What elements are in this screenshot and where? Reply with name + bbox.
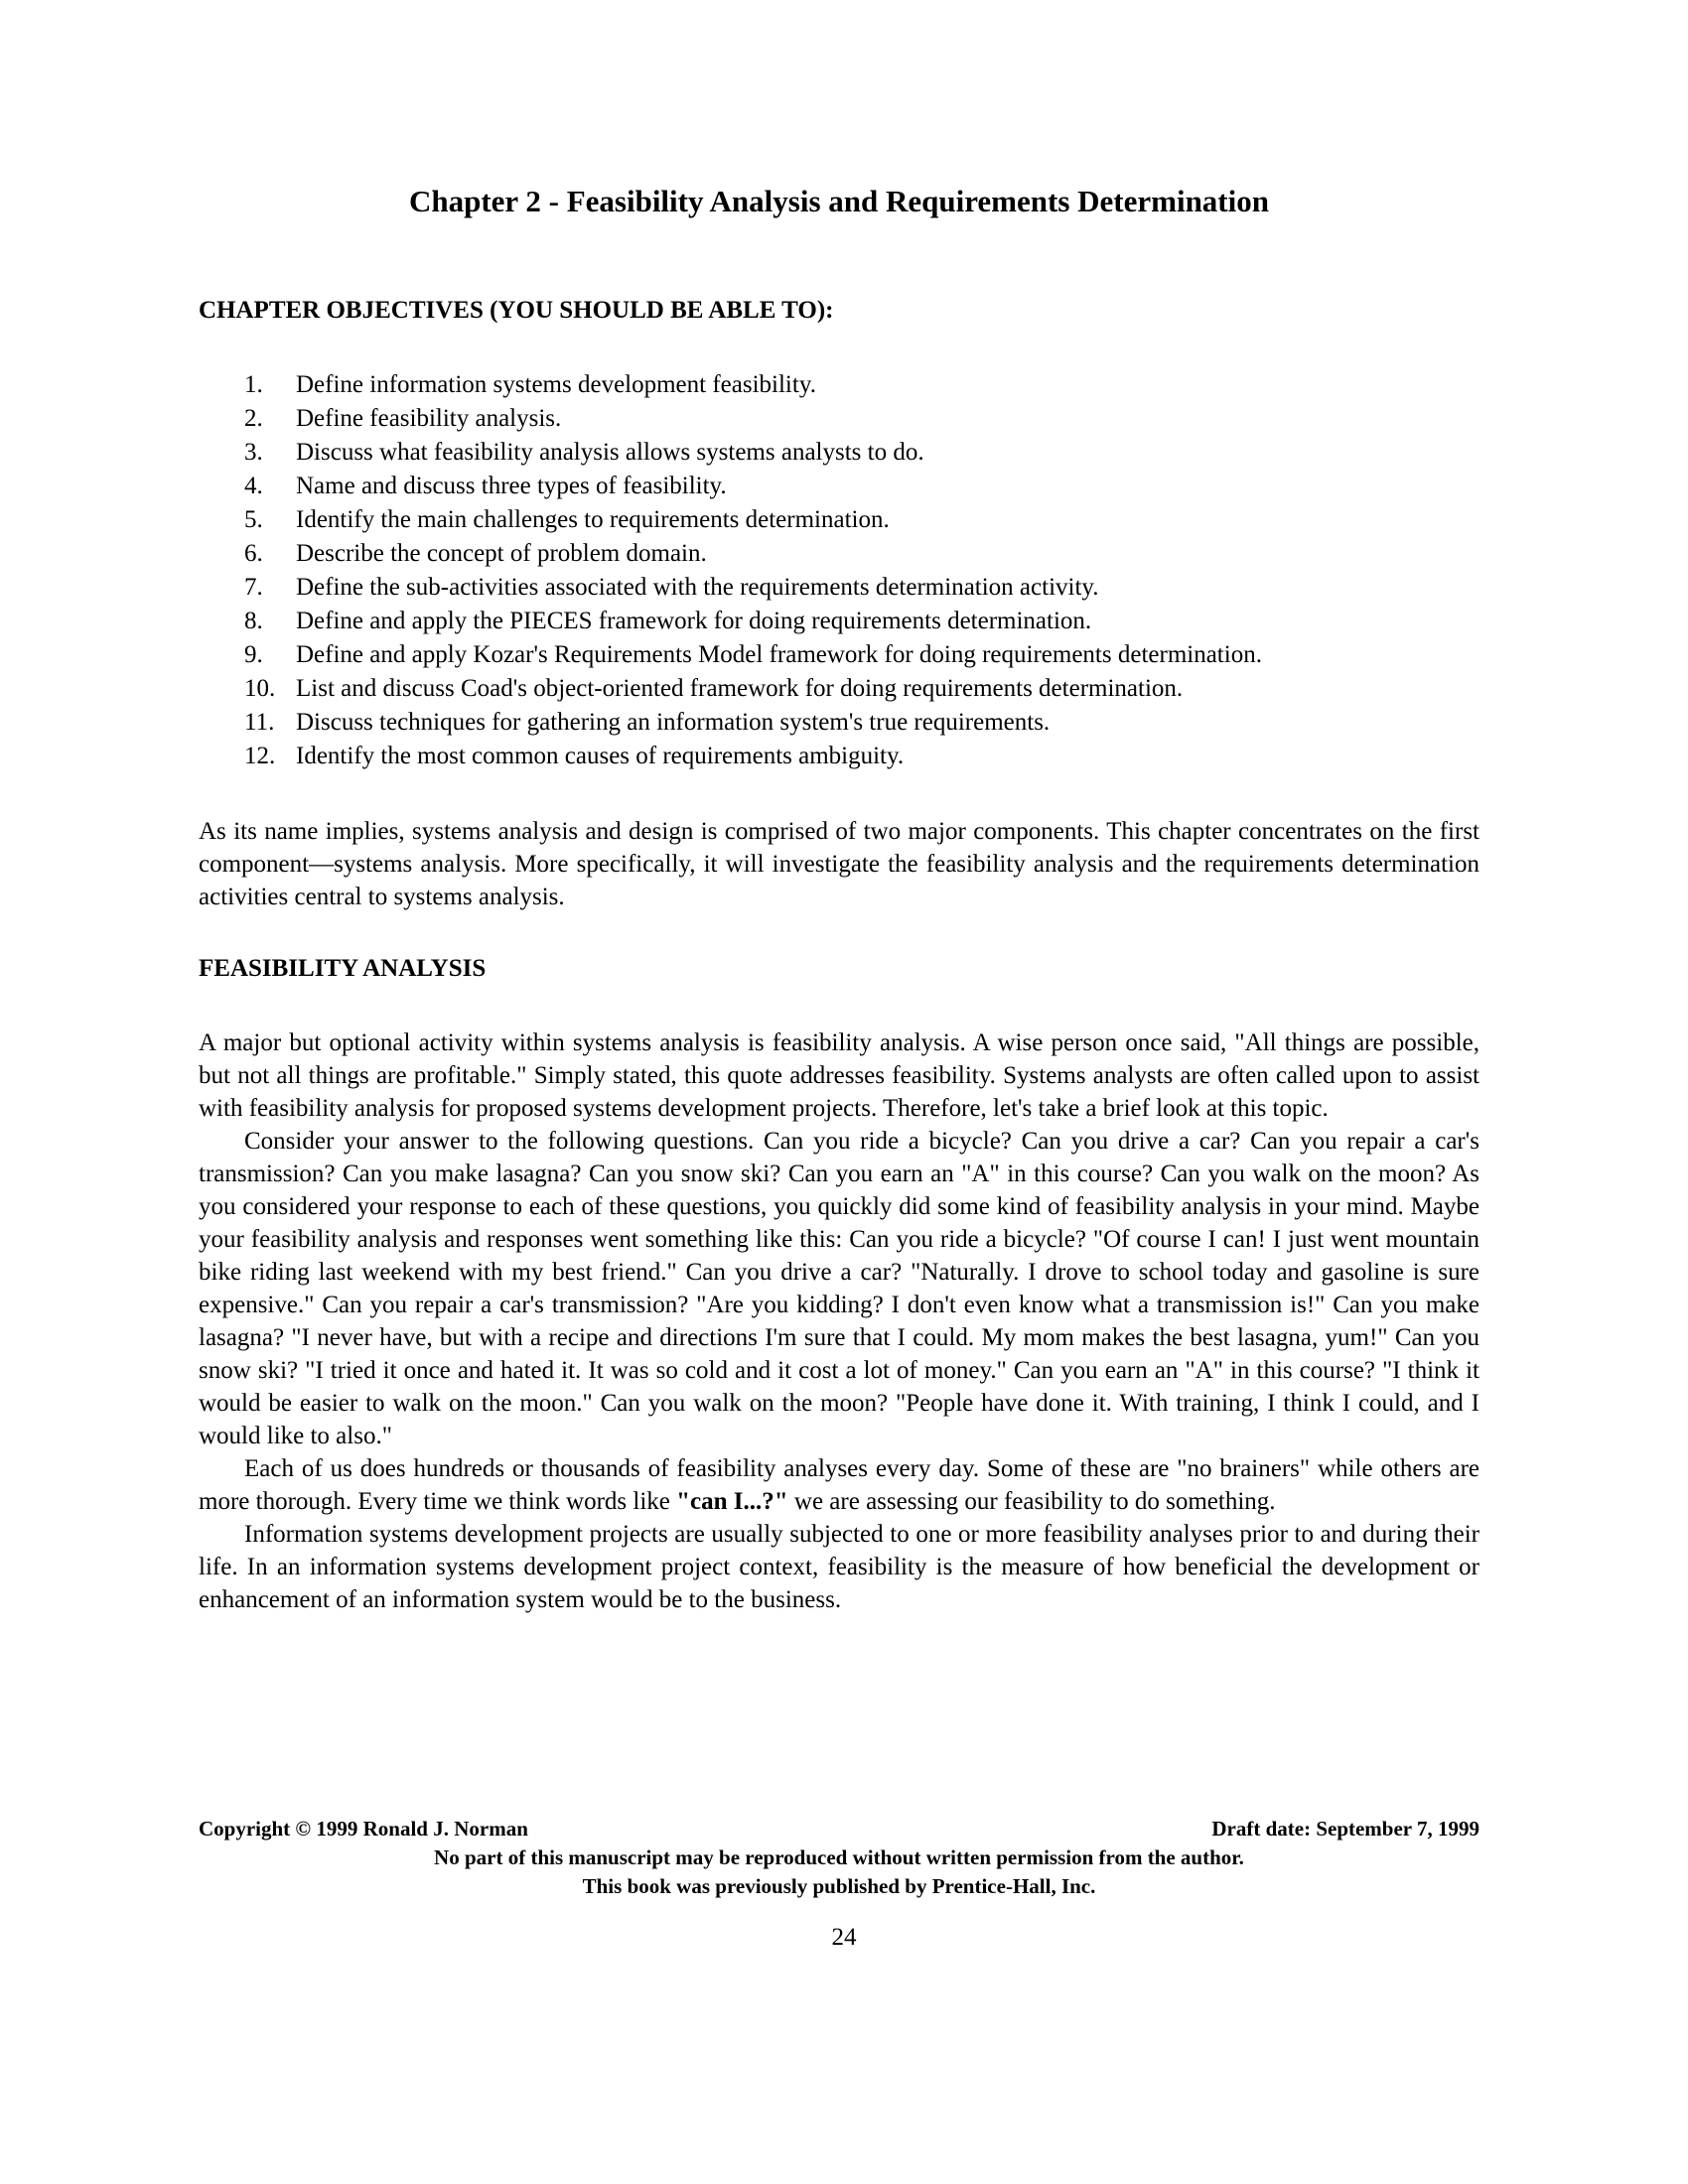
- page-content: [199, 184, 1479, 1616]
- intro-paragraph: As its name implies, systems analysis and design is comprised of two major components. This chapter concentrates on the first component—systems analysis. More specifically, it will investigate the feasibility analysis and the requirements determination activities central to systems analysis.: [199, 818, 1479, 910]
- list-item: [244, 672, 1479, 706]
- list-item-number: 1.: [244, 371, 263, 398]
- list-item: [244, 368, 1479, 402]
- list-item-number: 7.: [244, 574, 263, 601]
- list-item-number: 2.: [244, 405, 263, 432]
- publisher-notice: This book was previously published by Prentice-Hall, Inc.: [582, 1874, 1096, 1898]
- paragraph-text-after: we are assessing our feasibility to do something.: [787, 1488, 1276, 1515]
- list-item: [244, 503, 1479, 537]
- list-item: [244, 638, 1479, 672]
- list-item-text: Define feasibility analysis.: [296, 405, 562, 432]
- list-item-number: 5.: [244, 506, 263, 533]
- paragraph-feasibility-2: Consider your answer to the following questions. Can you ride a bicycle? Can you drive a car? Can you repair a car's transmission? Can you make lasagna? Can you snow ski? Can you earn an "A" in this course? Can you walk on the moon? As you considered your response to each of these questions, you quickly did some kind of feasibility analysis in your mind. Maybe your feasibility analysis and responses went something like this: Can you ride a bicycle? "Of course I can! I just went mountain bike riding last weekend with my best friend." Can you drive a car? "Naturally. I drove to school today and gasoline is sure expensive." Can you repair a car's transmission? "Are you kidding? I don't even know what a transmission is!" Can you make lasagna? "I never have, but with a recipe and directions I'm sure that I could. My mom makes the best lasagna, yum!" Can you snow ski? "I tried it once and hated it. It was so cold and it cost a lot of money." Can you earn an "A" in this course? "I think it would be easier to walk on the moon." Can you walk on the moon? "People have done it. With training, I think I could, and I would like to also.": [199, 1128, 1479, 1449]
- objectives-list: [244, 368, 1479, 773]
- paragraph-text-before: Each of us does hundreds or thousands of feasibility analyses every day. Some of these are "no brainers" while others are more thorough. Every time we think words like: [199, 1455, 1479, 1515]
- list-item-number: 3.: [244, 439, 263, 466]
- footer-top-row: [199, 1815, 1479, 1843]
- list-item-text: Describe the concept of problem domain.: [296, 540, 707, 567]
- reproduction-notice: No part of this manuscript may be reproduced without written permission from the author.: [434, 1845, 1244, 1869]
- list-item: [244, 470, 1479, 503]
- paragraph-feasibility-4: Information systems development projects are usually subjected to one or more feasibility analyses prior to and during their life. In an information systems development project context, feasibility is the measure of how beneficial the development or enhancement of an information system would be to the business.: [199, 1521, 1479, 1613]
- paragraph-feasibility-1: A major but optional activity within systems analysis is feasibility analysis. A wise person once said, "All things are possible, but not all things are profitable." Simply stated, this quote addresses feasibility. Systems analysts are often called upon to assist with feasibility analysis for proposed systems development projects. Therefore, let's take a brief look at this topic.: [199, 1029, 1479, 1122]
- list-item: [244, 537, 1479, 571]
- list-item-number: 8.: [244, 608, 263, 634]
- list-item-number: 10.: [244, 675, 276, 702]
- list-item: [244, 605, 1479, 638]
- list-item-text: Define and apply the PIECES framework for doing requirements determination.: [296, 608, 1092, 634]
- list-item-number: 6.: [244, 540, 263, 567]
- chapter-title: Chapter 2 - Feasibility Analysis and Requirements Determination: [408, 184, 1269, 218]
- list-item-text: Define information systems development feasibility.: [296, 371, 816, 398]
- list-item-number: 4.: [244, 473, 263, 499]
- list-item-text: Define and apply Kozar's Requirements Model framework for doing requirements determination.: [296, 641, 1262, 668]
- draft-date-text: Draft date: September 7, 1999: [1211, 1817, 1479, 1841]
- paragraph-text-bold: "can I...?": [676, 1488, 788, 1515]
- list-item-text: Define the sub-activities associated with the requirements determination activity.: [296, 574, 1099, 601]
- list-item: [244, 706, 1479, 740]
- list-item-text: Identify the most common causes of requirements ambiguity.: [296, 743, 905, 769]
- list-item: [244, 402, 1479, 436]
- list-item: [244, 436, 1479, 470]
- list-item-text: Discuss what feasibility analysis allows systems analysts to do.: [296, 439, 924, 466]
- page-footer: [199, 1815, 1479, 1901]
- list-item-number: 11.: [244, 709, 275, 736]
- list-item-number: 9.: [244, 641, 263, 668]
- list-item: [244, 571, 1479, 605]
- list-item-text: Name and discuss three types of feasibility.: [296, 473, 727, 499]
- list-item-text: Identify the main challenges to requirements determination.: [296, 506, 890, 533]
- paragraph-feasibility-3: [199, 1452, 1479, 1518]
- list-item: [244, 740, 1479, 773]
- list-item-number: 12.: [244, 743, 276, 769]
- list-item-text: Discuss techniques for gathering an information system's true requirements.: [296, 709, 1051, 736]
- page-number: 24: [831, 1924, 857, 1951]
- feasibility-heading: FEASIBILITY ANALYSIS: [199, 955, 487, 982]
- copyright-text: Copyright © 1999 Ronald J. Norman: [199, 1817, 528, 1841]
- objectives-heading: CHAPTER OBJECTIVES (YOU SHOULD BE ABLE TO):: [199, 297, 834, 324]
- list-item-text: List and discuss Coad's object-oriented framework for doing requirements determination.: [296, 675, 1184, 702]
